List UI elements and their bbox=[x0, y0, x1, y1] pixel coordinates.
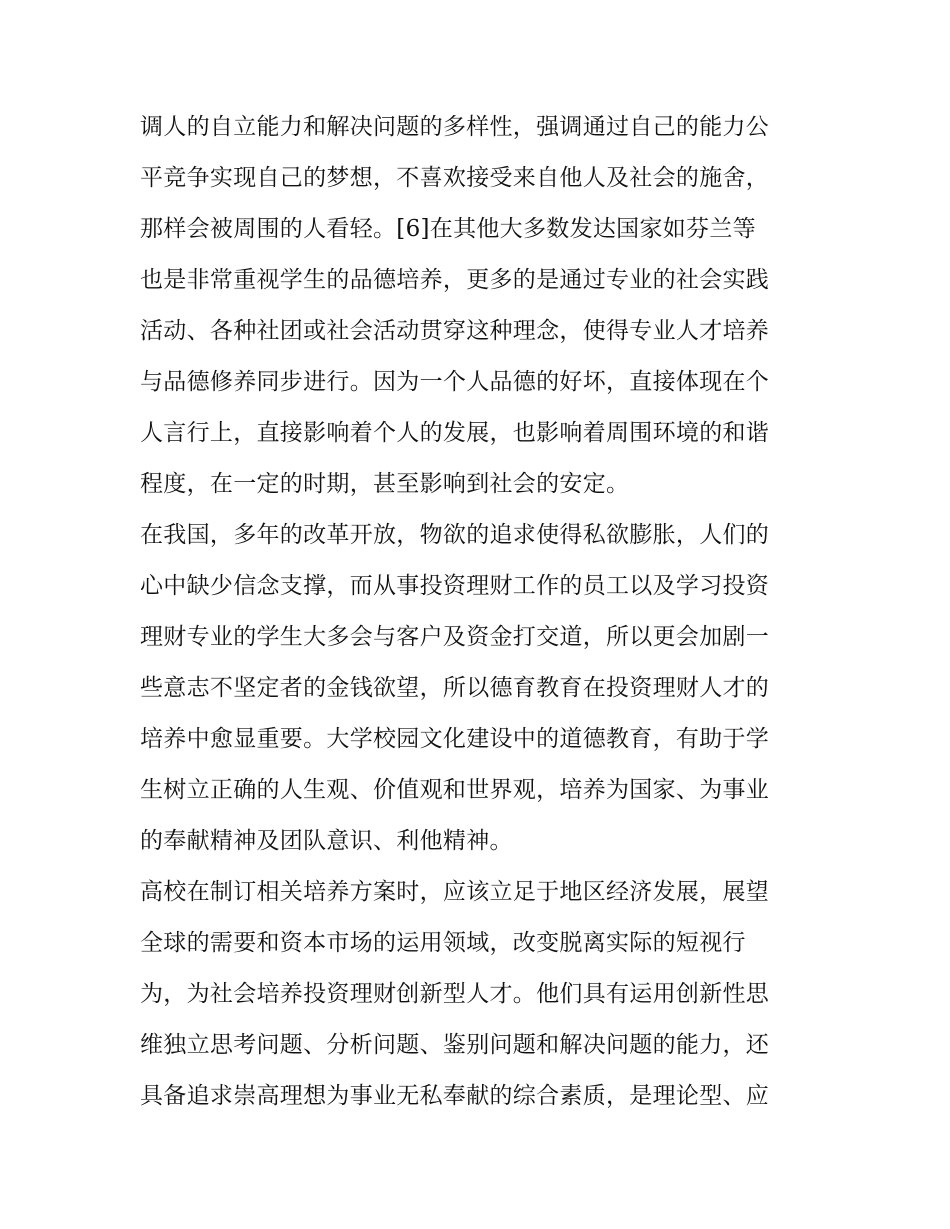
text-line: 程度，在一定的时期，甚至影响到社会的安定。 bbox=[140, 471, 630, 497]
text-line: 平竞争实现自己的梦想，不喜欢接受来自他人及社会的施舍， bbox=[140, 165, 770, 191]
text-line: 那样会被周围的人看轻。[6]在其他大多数发达国家如芬兰等 bbox=[140, 216, 756, 242]
text-line: 维独立思考问题、分析问题、鉴别问题和解决问题的能力，还 bbox=[140, 1032, 770, 1058]
text-line: 培养中愈显重要。大学校园文化建设中的道德教育，有助于学 bbox=[140, 726, 770, 752]
text-line: 理财专业的学生大多会与客户及资金打交道，所以更会加剧一 bbox=[140, 624, 770, 650]
text-line: 全球的需要和资本市场的运用领域，改变脱离实际的短视行 bbox=[140, 930, 746, 956]
text-line: 活动、各种社团或社会活动贯穿这种理念，使得专业人才培养 bbox=[140, 318, 770, 344]
text-line: 为，为社会培养投资理财创新型人才。他们具有运用创新性思 bbox=[140, 981, 770, 1007]
text-line: 些意志不坚定者的金钱欲望，所以德育教育在投资理财人才的 bbox=[140, 675, 770, 701]
text-line: 与品德修养同步进行。因为一个人品德的好坏，直接体现在个 bbox=[140, 369, 770, 395]
text-line: 调人的自立能力和解决问题的多样性，强调通过自己的能力公 bbox=[140, 114, 770, 140]
text-line: 心中缺少信念支撑，而从事投资理财工作的员工以及学习投资 bbox=[140, 573, 770, 599]
text-line: 在我国，多年的改革开放，物欲的追求使得私欲膨胀，人们的 bbox=[140, 522, 770, 548]
text-line: 生树立正确的人生观、价值观和世界观，培养为国家、为事业 bbox=[140, 777, 770, 803]
text-line: 的奉献精神及团队意识、利他精神。 bbox=[140, 828, 513, 854]
body-text bbox=[140, 102, 820, 1122]
text-line: 人言行上，直接影响着个人的发展，也影响着周围环境的和谐 bbox=[140, 420, 770, 446]
text-line: 也是非常重视学生的品德培养，更多的是通过专业的社会实践 bbox=[140, 267, 770, 293]
text-line: 高校在制订相关培养方案时，应该立足于地区经济发展，展望 bbox=[140, 879, 770, 905]
text-line: 具备追求崇高理想为事业无私奉献的综合素质，是理论型、应 bbox=[140, 1083, 770, 1109]
